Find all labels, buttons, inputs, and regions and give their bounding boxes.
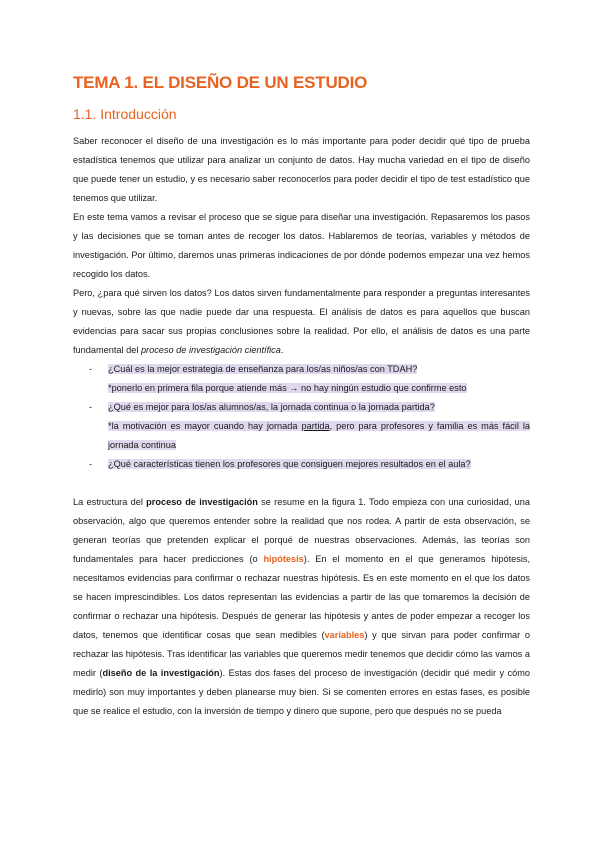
paragraph-text: . <box>280 345 284 355</box>
question-text: ¿Cuál es la mejor estrategia de enseñanza para los/as niños/as con TDAH? <box>108 364 418 374</box>
note-text: *ponerlo en primera fila porque atiende más → no hay ningún estudio que confirme esto <box>108 383 467 393</box>
document-body <box>73 132 530 721</box>
question-text: ¿Qué características tienen los profesores que consiguen mejores resultados en el aula? <box>108 459 471 469</box>
bullet-dash: - <box>89 364 93 374</box>
paragraph-text: se resume en la figura 1. Todo empieza con una curiosidad, una observación, algo que queremos entender sobre la realidad que nos rodea. A partir de esta observación, se generan teorías que pretenden explicar el porqué de nuestras observaciones. Además, las teorías son fundamentales para hacer predicciones (o <box>73 497 530 564</box>
note-text-part: , pero para profesores y familia es más fácil la jornada continua <box>108 421 531 450</box>
list-item <box>73 360 530 379</box>
question-text: ¿Qué es mejor para los/as alumnos/as, la jornada continua o la jornada partida? <box>108 402 435 412</box>
paragraph-text: Pero, ¿para qué sirven los datos? Los datos sirven fundamentalmente para responder a preguntas interesantes y nuevas, sobre las que nadie puede dar una respuesta. El análisis de datos es para aquellos que buscan evidencias para sacar sus propias conclusiones sobre la realidad. Por ello, el análisis de datos es una parte fundamental del <box>73 288 530 355</box>
bullet-dash: - <box>89 459 93 469</box>
bullet-dash: - <box>89 402 93 412</box>
paragraph-text: ) y que sirvan para poder confirmar o rechazar las hipótesis. Tras identificar las variables que queremos medir tenemos que decidir cómo las vamos a medir ( <box>73 630 530 678</box>
list-item <box>73 455 530 474</box>
list-item <box>73 398 530 417</box>
paragraph-text: La estructura del <box>73 497 147 507</box>
emphasis-text: proceso de investigación científica <box>140 345 281 355</box>
paragraph-intro: Saber reconocer el diseño de una investigación es lo más importante para poder decidir qué tipo de prueba estadística tenemos que utilizar para analizar un conjunto de datos. Hay mucha variedad en el tipo de diseño que puede tener un estudio, y es necesario saber reconocerlos para poder decidir el tipo de test estadístico que tenemos que utilizar. <box>73 136 530 203</box>
paragraph-topic: En este tema vamos a revisar el proceso que se sigue para diseñar una investigación. Repasaremos los pasos y las decisiones que se toman antes de recoger los datos. Hablaremos de teorías, variables y métodos de investigación. Por último, daremos unas primeras indicaciones de por dónde podemos empezar una vez hemos recogido los datos. <box>73 212 530 279</box>
paragraph-research-process <box>73 493 530 721</box>
underlined-text: partida <box>301 421 330 431</box>
note-text-part: *la motivación es mayor cuando hay jornada <box>108 421 302 431</box>
paragraph-spacer <box>73 474 530 493</box>
chapter-title: TEMA 1. EL DISEÑO DE UN ESTUDIO <box>73 73 368 92</box>
highlight-term: variables <box>324 630 365 640</box>
paragraph-text: ). En el momento en el que generamos hipótesis, necesitamos evidencias para confirmar o rechazar nuestras hipótesis. Es en este momento en el que los datos se hacen imprescindibles. Los datos representan las evidencias a partir de las que tomaremos la decisión de confirmar o rechazar una hipótesis. Después de generar las hipótesis y antes de poder empezar a recoger los datos, tenemos que identificar cosas que sean medibles ( <box>73 554 531 640</box>
list-item-note <box>73 379 530 398</box>
paragraph-data-purpose <box>73 284 530 360</box>
note-text <box>108 421 530 450</box>
section-title: 1.1. Introducción <box>73 106 177 122</box>
list-item-note <box>73 417 530 455</box>
bold-term: diseño de la investigación <box>102 668 220 678</box>
bold-term: proceso de investigación <box>146 497 258 507</box>
highlight-term: hipótesis <box>263 554 304 564</box>
paragraph-text: ). Estas dos fases del proceso de investigación (decidir qué medir y cómo medirlo) son muy importantes y deben planearse muy bien. Si se comenten errores en estas fases, es posible que se realice el estudio, con la inversión de tiempo y dinero que supone, pero que después no se pueda <box>73 668 530 716</box>
